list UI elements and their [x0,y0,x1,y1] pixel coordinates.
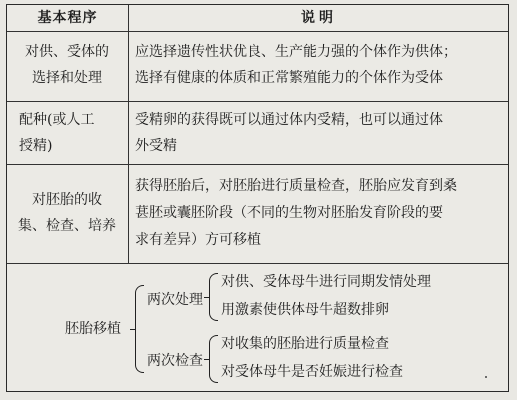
row-1-description-line: 选择有健康的体质和正常繁殖能力的个体作为受体 [135,70,443,86]
row-divider [7,263,508,264]
column-divider [128,5,129,263]
row-2-description-line: 受精卵的获得既可以通过体内受精，也可以通过体 [135,112,443,128]
row-3-procedure-line: 对胚胎的收 [32,192,102,208]
group-1-item: 用激素使供体母牛超数排卵 [221,302,389,318]
header-description: 说明 [301,10,337,26]
row-divider [7,101,508,102]
row-2-description-line: 外受精 [135,138,177,154]
group-1-brace [209,273,218,321]
row-1-procedure-line: 对供、受体的 [25,44,109,60]
row-3-description-line: 葚胚或囊胚阶段（不同的生物对胚胎发育阶段的要 [135,205,443,221]
row-3-description-line: 获得胚胎后，对胚胎进行质量检查，胚胎应发育到桑 [135,178,457,194]
row-divider [7,164,508,165]
group-1-item: 对供、受体母牛进行同期发情处理 [221,274,431,290]
row-2-procedure [19,107,127,159]
row-2-procedure-line: 授精) [19,138,53,154]
row-2-procedure-line: 配种(或人工 [19,112,95,128]
row-3-description-line: 求有差异）方可移植 [135,232,261,248]
row-divider [7,31,508,32]
main-brace [135,285,144,373]
group-2-item: 对受体母牛是否妊娠进行检查 [221,364,403,380]
group-2-brace [209,335,218,383]
row-1-description-line: 应选择遗传性状优良、生产能力强的个体作为供体； [135,44,457,60]
group-2-item: 对收集的胚胎进行质量检查 [221,336,389,352]
stray-dot [485,376,487,378]
row-1-procedure-line: 选择和处理 [32,70,102,86]
group-1-name: 两次处理 [147,292,203,308]
row-2-description [135,107,507,159]
row-1-procedure [7,39,127,91]
row-3-procedure [7,187,127,239]
group-2-name: 两次检查 [147,353,203,369]
header-procedure: 基本程序 [37,10,98,26]
row-1-description [135,39,507,91]
row-3-procedure-line: 集、检查、培养 [18,218,116,234]
row-3-description [135,173,507,254]
transfer-label: 胚胎移植 [65,321,121,337]
procedure-table [6,4,509,392]
